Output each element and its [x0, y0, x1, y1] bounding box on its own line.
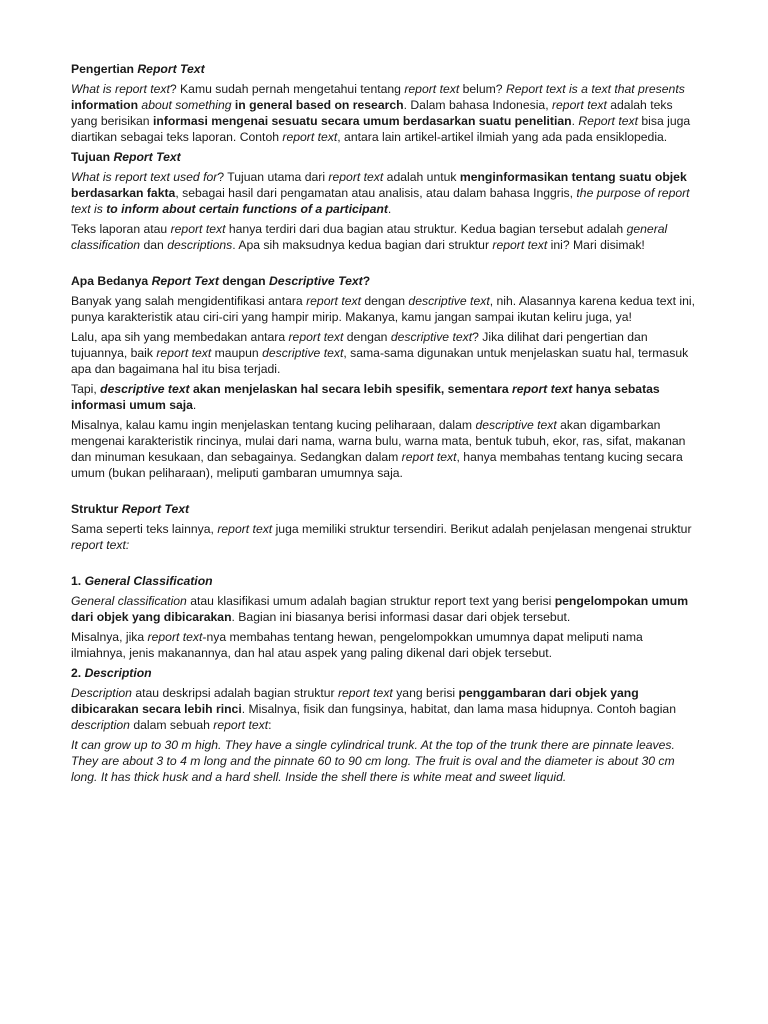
spacer — [71, 257, 701, 273]
paragraph-bedanya-3: Tapi, descriptive text akan menjelaskan hal secara lebih spesifik, sementara report text hanya sebatas informasi umum saja. — [71, 382, 660, 412]
heading-description: 2. Description — [71, 666, 152, 680]
paragraph-bedanya-4: Misalnya, kalau kamu ingin menjelaskan tentang kucing peliharaan, dalam descriptive text akan digambarkan mengenai karakteristik rincinya, mulai dari nama, warna bulu, warna mata, bentuk tubuh, ekor, ras, sifat, makanan dan minuman kesukaan, dan sebagainya. Sedangkan dalam report text, hanya membahas tentang kucing secara umum (bukan peliharaan), meliputi gambaran umumnya saja. — [71, 418, 686, 480]
spacer — [71, 485, 701, 501]
paragraph-bedanya-1: Banyak yang salah mengidentifikasi antara report text dengan descriptive text, nih. Alasannya karena kedua text ini, punya karakteristik atau ciri-ciri yang hampir mirip. Makanya, kamu jangan sampai ikutan keliru juga, ya! — [71, 294, 696, 324]
heading-pengertian: Pengertian Report Text — [71, 62, 205, 76]
heading-general-classification: 1. General Classification — [71, 574, 213, 588]
heading-struktur: Struktur Report Text — [71, 502, 190, 516]
paragraph-tujuan-2: Teks laporan atau report text hanya terdiri dari dua bagian atau struktur. Kedua bagian tersebut adalah general classification dan descriptions. Apa sih maksudnya kedua bagian dari struktur report text ini? Mari disimak! — [71, 222, 668, 252]
paragraph-bedanya-2: Lalu, apa sih yang membedakan antara report text dengan descriptive text? Jika dilihat dari pengertian dan tujuannya, baik report text maupun descriptive text, sama-sama digunakan untuk menjelaskan suatu hal, termasuk apa dan bagaimana hal itu bisa terjadi. — [71, 330, 689, 376]
paragraph-general-1: General classification atau klasifikasi umum adalah bagian struktur report text yang berisi pengelompokan umum dari objek yang dibicarakan. Bagian ini biasanya berisi informasi dasar dari objek tersebut. — [71, 594, 689, 624]
document-page — [71, 61, 701, 789]
spacer — [71, 557, 701, 573]
heading-tujuan: Tujuan Report Text — [71, 150, 181, 164]
paragraph-tujuan-1: What is report text used for? Tujuan utama dari report text adalah untuk menginformasikan tentang suatu objek berdasarkan fakta, sebagai hasil dari pengamatan atau analisis, atau dalam bahasa Inggris, the purpose of report text is to inform about certain functions of a participant. — [71, 170, 690, 216]
paragraph-pengertian: What is report text? Kamu sudah pernah mengetahui tentang report text belum? Report text is a text that presents information about something in general based on research. Dalam bahasa Indonesia, report text adalah teks yang berisikan informasi mengenai sesuatu secara umum berdasarkan suatu penelitian. Report text bisa juga diartikan sebagai teks laporan. Contoh report text, antara lain artikel-artikel ilmiah yang ada pada ensiklopedia. — [71, 82, 691, 144]
paragraph-description-example: It can grow up to 30 m high. They have a single cylindrical trunk. At the top of the trunk there are pinnate leaves. They are about 3 to 4 m long and the pinnate 60 to 90 cm long. The fruit is oval and the diameter is about 30 cm long. It has thick husk and a hard shell. Inside the shell there is white meat and sweet liquid. — [71, 738, 675, 784]
paragraph-struktur: Sama seperti teks lainnya, report text juga memiliki struktur tersendiri. Berikut adalah penjelasan mengenai struktur report text: — [71, 522, 692, 552]
heading-bedanya: Apa Bedanya Report Text dengan Descriptive Text? — [71, 274, 371, 288]
paragraph-description-1: Description atau deskripsi adalah bagian struktur report text yang berisi penggambaran dari objek yang dibicarakan secara lebih rinci. Misalnya, fisik dan fungsinya, habitat, dan lama masa hidupnya. Contoh bagian description dalam sebuah report text: — [71, 686, 676, 732]
paragraph-general-2: Misalnya, jika report text-nya membahas tentang hewan, pengelompokkan umumnya dapat meliputi nama ilmiahnya, jenis makanannya, dan hal atau aspek yang paling dikenal dari objek tersebut. — [71, 630, 643, 660]
